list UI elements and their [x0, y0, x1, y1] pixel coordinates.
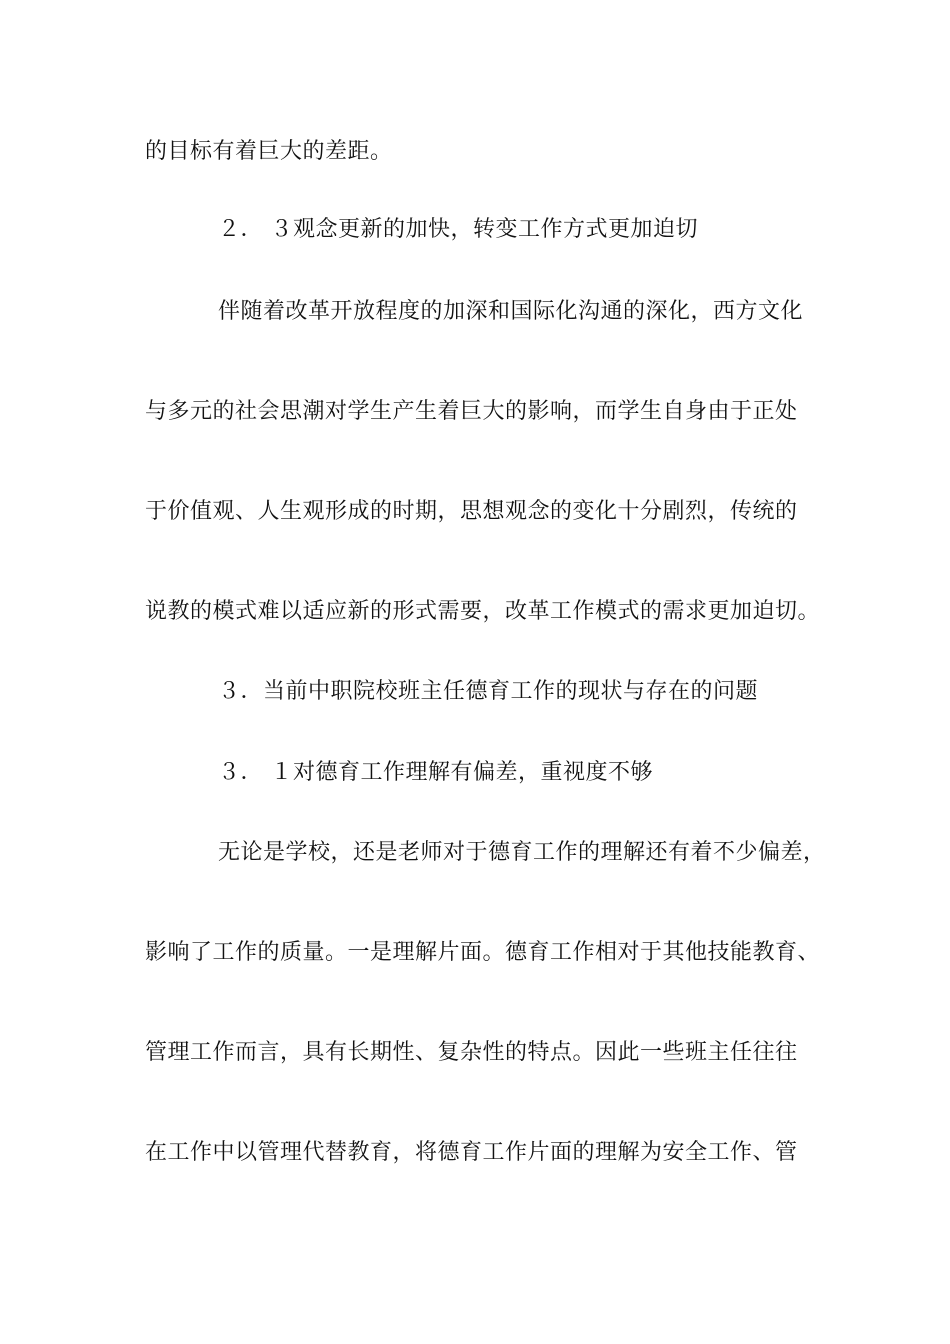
- paragraph-line: 说教的模式难以适应新的形式需要，改革工作模式的需求更加迫切。: [145, 599, 821, 624]
- paragraph-line: 管理工作而言，具有长期性、复杂性的特点。因此一些班主任往往: [145, 1040, 798, 1065]
- paragraph-line: 在工作中以管理代替教育，将德育工作片面的理解为安全工作、管: [145, 1140, 798, 1165]
- paragraph-line: 无论是学校，还是老师对于德育工作的理解还有着不少偏差，: [218, 840, 826, 865]
- paragraph-line: 的目标有着巨大的差距。: [145, 139, 393, 164]
- paragraph-line: 伴随着改革开放程度的加深和国际化沟通的深化，西方文化: [218, 299, 804, 324]
- paragraph-line: 与多元的社会思潮对学生产生着巨大的影响，而学生自身由于正处: [145, 399, 798, 424]
- paragraph-line: 影响了工作的质量。一是理解片面。德育工作相对于其他技能教育、: [145, 940, 821, 965]
- section-heading-3: ３．当前中职院校班主任德育工作的现状与存在的问题: [218, 679, 759, 704]
- section-heading-2-3: ２． ３观念更新的加快，转变工作方式更加迫切: [218, 217, 698, 242]
- paragraph-line: 于价值观、人生观形成的时期，思想观念的变化十分剧烈，传统的: [145, 499, 798, 524]
- section-heading-3-1: ３． １对德育工作理解有偏差，重视度不够: [218, 760, 653, 785]
